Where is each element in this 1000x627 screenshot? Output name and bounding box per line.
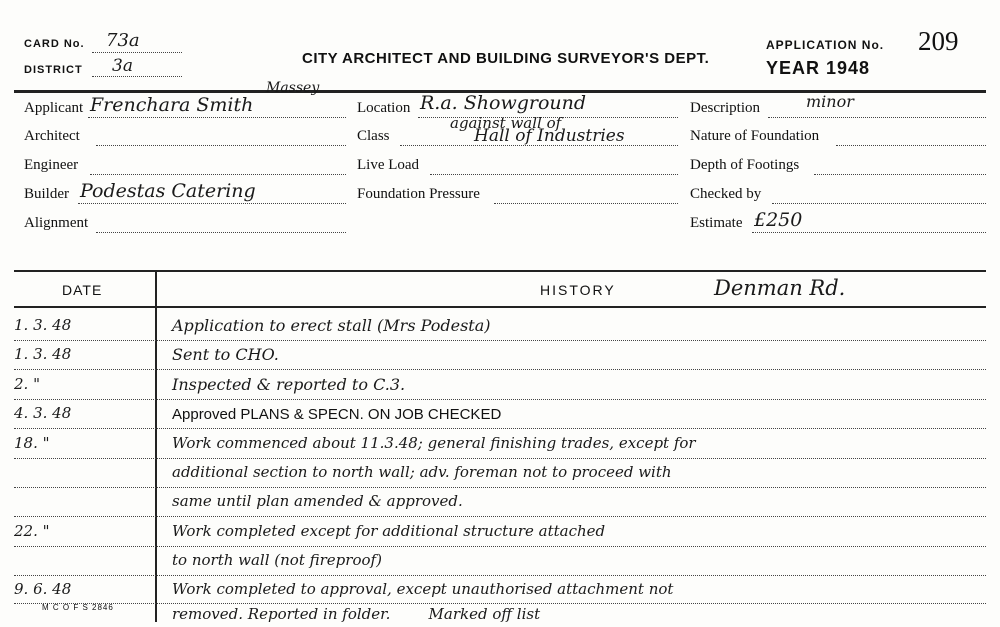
checked-label: Checked by — [690, 186, 762, 202]
date-column-divider — [155, 270, 157, 622]
history-entry: Work completed to approval, except unauthorised attachment not — [172, 580, 674, 598]
history-entry: additional section to north wall; adv. foreman not to proceed with — [172, 463, 672, 481]
class-value: Hall of Industries — [474, 126, 625, 146]
history-date: 22. " — [14, 522, 50, 540]
history-entry: same until plan amended & approved. — [172, 492, 463, 510]
district-label: DISTRICT — [24, 64, 83, 76]
history-date: 18. " — [14, 434, 50, 452]
estimate-label: Estimate — [690, 215, 743, 231]
dept-title: CITY ARCHITECT AND BUILDING SURVEYOR'S DEPT. — [302, 50, 710, 67]
checked-line — [772, 203, 986, 204]
class-label: Class — [357, 128, 390, 144]
architect-label: Architect — [24, 128, 80, 144]
history-date: 9. 6. 48 — [14, 580, 72, 598]
year-label: YEAR 1948 — [766, 58, 871, 78]
description-line — [768, 117, 986, 118]
card-no-value: 73a — [106, 30, 140, 51]
district-value: 3a — [112, 56, 133, 76]
history-header: HISTORY — [540, 282, 616, 298]
builder-line — [78, 203, 346, 204]
builder-value: Podestas Catering — [80, 180, 256, 202]
history-row-line — [14, 516, 986, 517]
history-row-line — [14, 340, 986, 341]
history-entry: Inspected & reported to C.3. — [172, 375, 406, 394]
applicant-label: Applicant — [24, 100, 84, 116]
description-value: minor — [806, 92, 854, 111]
builder-label: Builder — [24, 186, 69, 202]
history-row-line — [14, 575, 986, 576]
live-load-label: Live Load — [357, 157, 420, 173]
history-row-line — [14, 603, 986, 604]
card-no-line — [92, 52, 182, 53]
estimate-value: £250 — [754, 209, 803, 231]
foundation-pressure-label: Foundation Pressure — [357, 186, 480, 202]
history-header-rule — [14, 306, 986, 308]
application-no-label: APPLICATION No. — [766, 38, 885, 52]
applicant-above: Massey — [266, 80, 320, 96]
history-row-line — [14, 487, 986, 488]
history-entry: Sent to CHO. — [172, 345, 279, 364]
foundation-pressure-line — [494, 203, 678, 204]
history-entry: removed. Reported in folder. Marked off list — [172, 605, 541, 623]
live-load-line — [430, 174, 678, 175]
history-row-line — [14, 428, 986, 429]
alignment-label: Alignment — [24, 215, 89, 231]
history-entry: Approved PLANS & SPECN. ON JOB CHECKED — [172, 406, 502, 423]
nature-line — [836, 145, 986, 146]
alignment-line — [96, 232, 346, 233]
history-header-note: Denman Rd. — [714, 276, 846, 300]
depth-label: Depth of Footings — [690, 157, 800, 173]
location-below: against wall of — [450, 114, 562, 132]
engineer-line — [90, 174, 346, 175]
engineer-label: Engineer — [24, 157, 79, 173]
card-no-label: CARD No. — [24, 38, 85, 50]
history-row-line — [14, 369, 986, 370]
location-label: Location — [357, 100, 411, 116]
application-no-value: 209 — [918, 26, 959, 56]
applicant-line — [88, 117, 346, 118]
history-entry: Work completed except for additional structure attached — [172, 522, 606, 540]
history-date: 2. " — [14, 375, 40, 393]
history-entry: Work commenced about 11.3.48; general finishing trades, except for — [172, 434, 696, 452]
date-header: DATE — [62, 282, 103, 298]
history-top-rule — [14, 270, 986, 272]
nature-label: Nature of Foundation — [690, 128, 820, 144]
district-line — [92, 76, 182, 77]
history-date: 1. 3. 48 — [14, 316, 72, 334]
description-label: Description — [690, 100, 760, 116]
history-row-line — [14, 546, 986, 547]
depth-line — [814, 174, 986, 175]
estimate-line — [752, 232, 986, 233]
history-row-line — [14, 458, 986, 459]
location-value: R.a. Showground — [420, 92, 587, 114]
history-entry: Application to erect stall (Mrs Podesta) — [172, 316, 491, 335]
class-line — [400, 145, 678, 146]
history-date: 4. 3. 48 — [14, 404, 72, 422]
applicant-value: Frenchara Smith — [90, 94, 254, 116]
history-date: 1. 3. 48 — [14, 345, 72, 363]
history-row-line — [14, 399, 986, 400]
form-code: M C O F S 2846 — [42, 603, 114, 612]
architect-line — [96, 145, 346, 146]
history-entry: to north wall (not fireproof) — [172, 551, 382, 569]
